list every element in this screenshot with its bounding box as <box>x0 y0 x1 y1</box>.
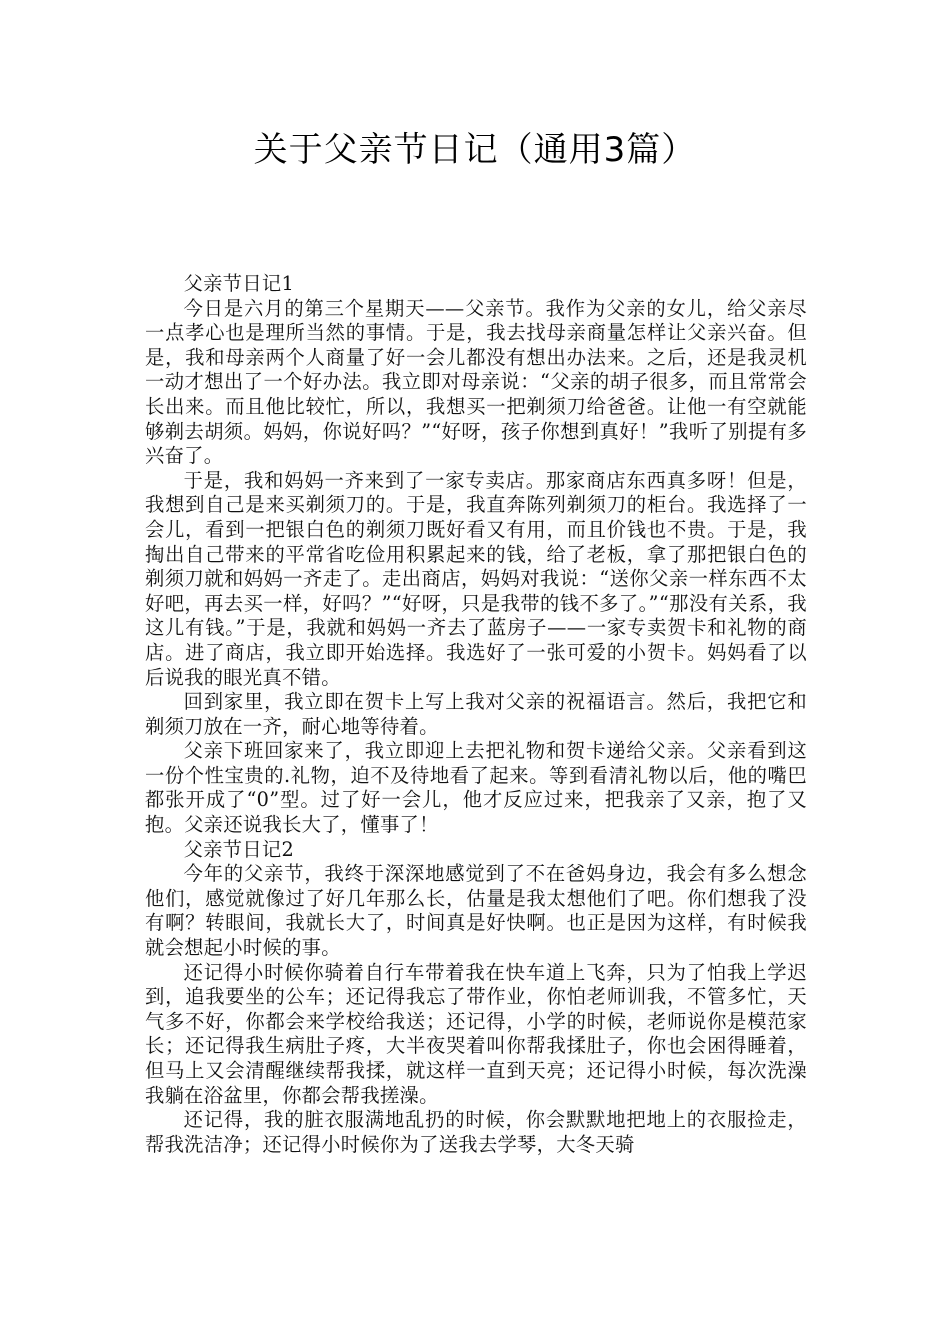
paragraph: 于是，我和妈妈一齐来到了一家专卖店。那家商店东西真多呀！但是，我想到自己是来买剃须刀的。于是，我直奔陈列剃须刀的柜台。我选择了一会儿，看到一把银白色的剃须刀既好看又有用，而且价钱也不贵。于是，我掏出自己带来的平常省吃俭用积累起来的钱，给了老板，拿了那把银白色的剃须刀就和妈妈一齐走了。走出商店，妈妈对我说：“送你父亲一样东西不太好吧，再去买一样，好吗？”“好呀，只是我带的钱不多了。”“那没有关系，我这儿有钱。”于是，我就和妈妈一齐去了蓝房子——一家专卖贺卡和礼物的商店。进了商店，我立即开始选择。我选好了一张可爱的小贺卡。妈妈看了以后说我的眼光真不错。 <box>145 468 807 689</box>
paragraph: 今日是六月的第三个星期天——父亲节。我作为父亲的女儿，给父亲尽一点孝心也是理所当然的事情。于是，我去找母亲商量怎样让父亲兴奋。但是，我和母亲两个人商量了好一会儿都没有想出办法来。之后，还是我灵机一动才想出了一个好办法。我立即对母亲说：“父亲的胡子很多，而且常常会长出来。而且他比较忙，所以，我想买一把剃须刀给爸爸。让他一有空就能够剃去胡须。妈妈，你说好吗？”“好呀，孩子你想到真好！”我听了别提有多兴奋了。 <box>145 296 807 468</box>
paragraph: 还记得，我的脏衣服满地乱扔的时候，你会默默地把地上的衣服捡走，帮我洗洁净；还记得小时候你为了送我去学琴，大冬天骑 <box>145 1108 807 1156</box>
section-heading: 父亲节日记2 <box>183 837 295 861</box>
document-body <box>145 272 807 1157</box>
paragraph: 今年的父亲节，我终于深深地感觉到了不在爸妈身边，我会有多么想念他们，感觉就像过了好几年那么长，估量是我太想他们了吧。你们想我了没有啊？转眼间，我就长大了，时间真是好快啊。也正是因为这样，有时候我就会想起小时候的事。 <box>145 862 807 960</box>
paragraph: 父亲下班回家来了，我立即迎上去把礼物和贺卡递给父亲。父亲看到这一份个性宝贵的.礼物，迫不及待地看了起来。等到看清礼物以后，他的嘴巴都张开成了“0”型。过了好一会儿，他才反应过来，把我亲了又亲，抱了又抱。父亲还说我长大了，懂事了！ <box>145 739 807 837</box>
document-title: 关于父亲节日记（通用3篇） <box>253 130 697 170</box>
paragraph: 还记得小时候你骑着自行车带着我在快车道上飞奔，只为了怕我上学迟到，追我要坐的公车；还记得我忘了带作业，你怕老师训我，不管多忙，天气多不好，你都会来学校给我送；还记得，小学的时候，老师说你是模范家长；还记得我生病肚子疼，大半夜哭着叫你帮我揉肚子，你也会困得睡着，但马上又会清醒继续帮我揉，就这样一直到天亮；还记得小时候，每次洗澡我躺在浴盆里，你都会帮我搓澡。 <box>145 960 807 1107</box>
section-heading: 父亲节日记1 <box>183 272 295 295</box>
paragraph: 回到家里，我立即在贺卡上写上我对父亲的祝福语言。然后，我把它和剃须刀放在一齐，耐心地等待着。 <box>145 690 807 738</box>
